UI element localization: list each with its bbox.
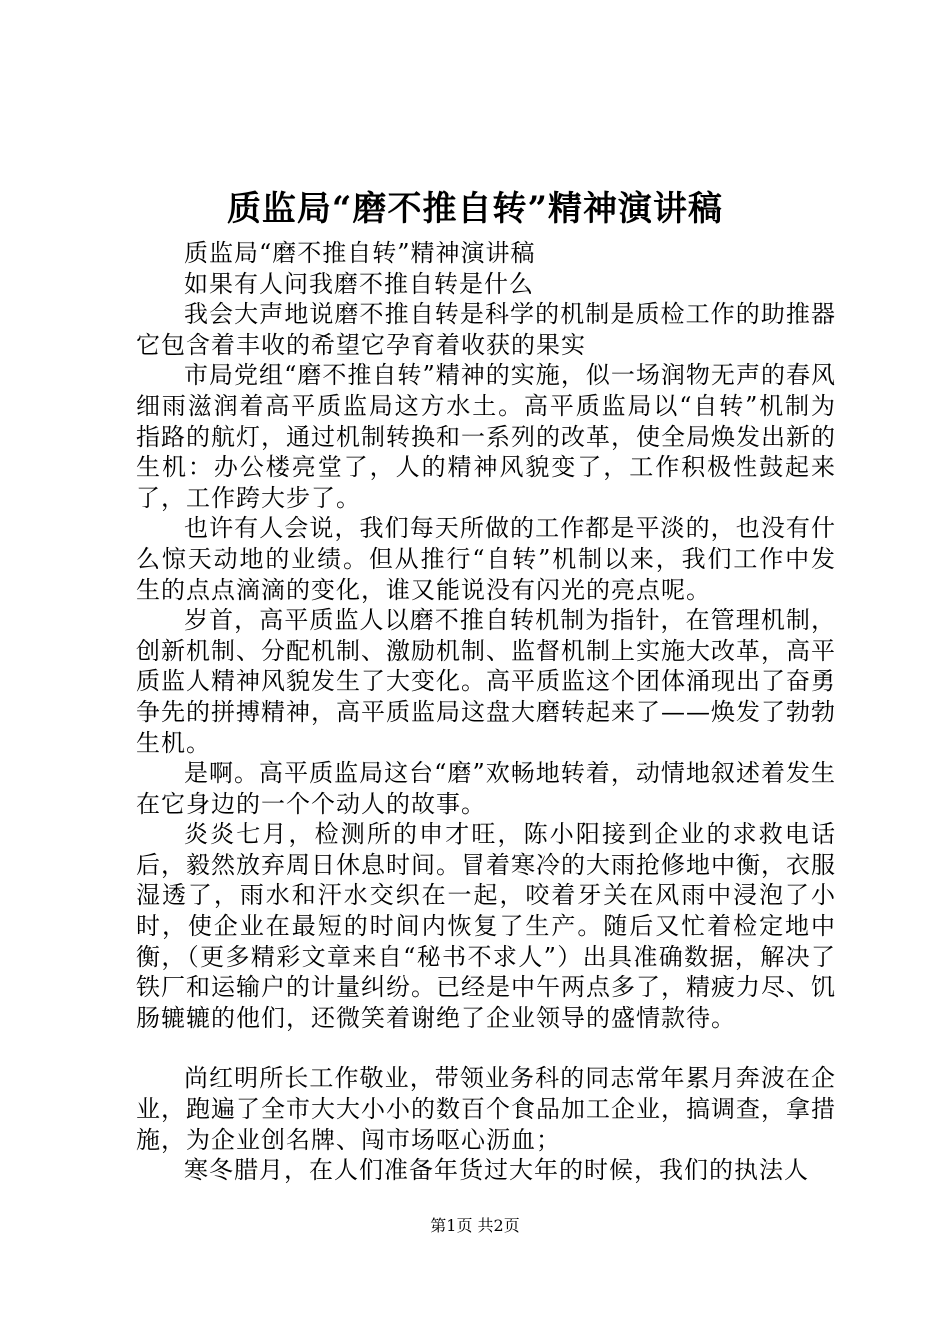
- paragraph-3: 我会大声地说磨不推自转是科学的机制是质检工作的助推器它包含着丰收的希望它孕育着收获的果实: [136, 300, 836, 359]
- document-title: 质监局“磨不推自转”精神演讲稿: [226, 189, 724, 229]
- paragraph-1: 质监局“磨不推自转”精神演讲稿: [184, 239, 536, 267]
- document-body: [136, 238, 836, 1186]
- paragraph-10: 寒冬腊月，在人们准备年货过大年的时候，我们的执法人: [184, 1156, 809, 1185]
- paragraph-5: 也许有人会说，我们每天所做的工作都是平淡的，也没有什么惊天动地的业绩。但从推行“自转”机制以来，我们工作中发生的点点滴滴的变化，谁又能说没有闪光的亮点呢。: [136, 514, 836, 604]
- paragraph-6: 岁首，高平质监人以磨不推自转机制为指针，在管理机制，创新机制、分配机制、激励机制、监督机制上实施大改革，高平质监人精神风貌发生了大变化。高平质监这个团体涌现出了奋勇争先的拼搏精神，高平质监局这盘大磨转起来了——焕发了勃勃生机。: [136, 606, 836, 757]
- paragraph-7: 是啊。高平质监局这台“磨”欢畅地转着，动情地叙述着发生在它身边的一个个动人的故事。: [136, 759, 836, 818]
- paragraph-4: 市局党组“磨不推自转”精神的实施，似一场润物无声的春风细雨滋润着高平质监局这方水土。高平质监局以“自转”机制为指路的航灯，通过机制转换和一系列的改革，使全局焕发出新的生机：办公楼亮堂了，人的精神风貌变了，工作积极性鼓起来了，工作跨大步了。: [136, 361, 836, 512]
- page-footer: 第1页 共2页: [430, 1216, 520, 1235]
- paragraph-9: 尚红明所长工作敬业，带领业务科的同志常年累月奔波在企业，跑遍了全市大大小小的数百个食品加工企业，搞调查，拿措施，为企业创名牌、闯市场呕心沥血；: [136, 1064, 836, 1154]
- paragraph-8: 炎炎七月，检测所的申才旺，陈小阳接到企业的求救电话后，毅然放弃周日休息时间。冒着寒冷的大雨抢修地中衡，衣服湿透了，雨水和汗水交织在一起，咬着牙关在风雨中浸泡了小时，使企业在最短的时间内恢复了生产。随后又忙着检定地中衡，（更多精彩文章来自“秘书不求人”）出具准确数据，解决了铁厂和运输户的计量纠纷。已经是中午两点多了，精疲力尽、饥肠辘辘的他们，还微笑着谢绝了企业领导的盛情款待。: [136, 820, 836, 1032]
- paragraph-2: 如果有人问我磨不推自转是什么: [184, 269, 534, 298]
